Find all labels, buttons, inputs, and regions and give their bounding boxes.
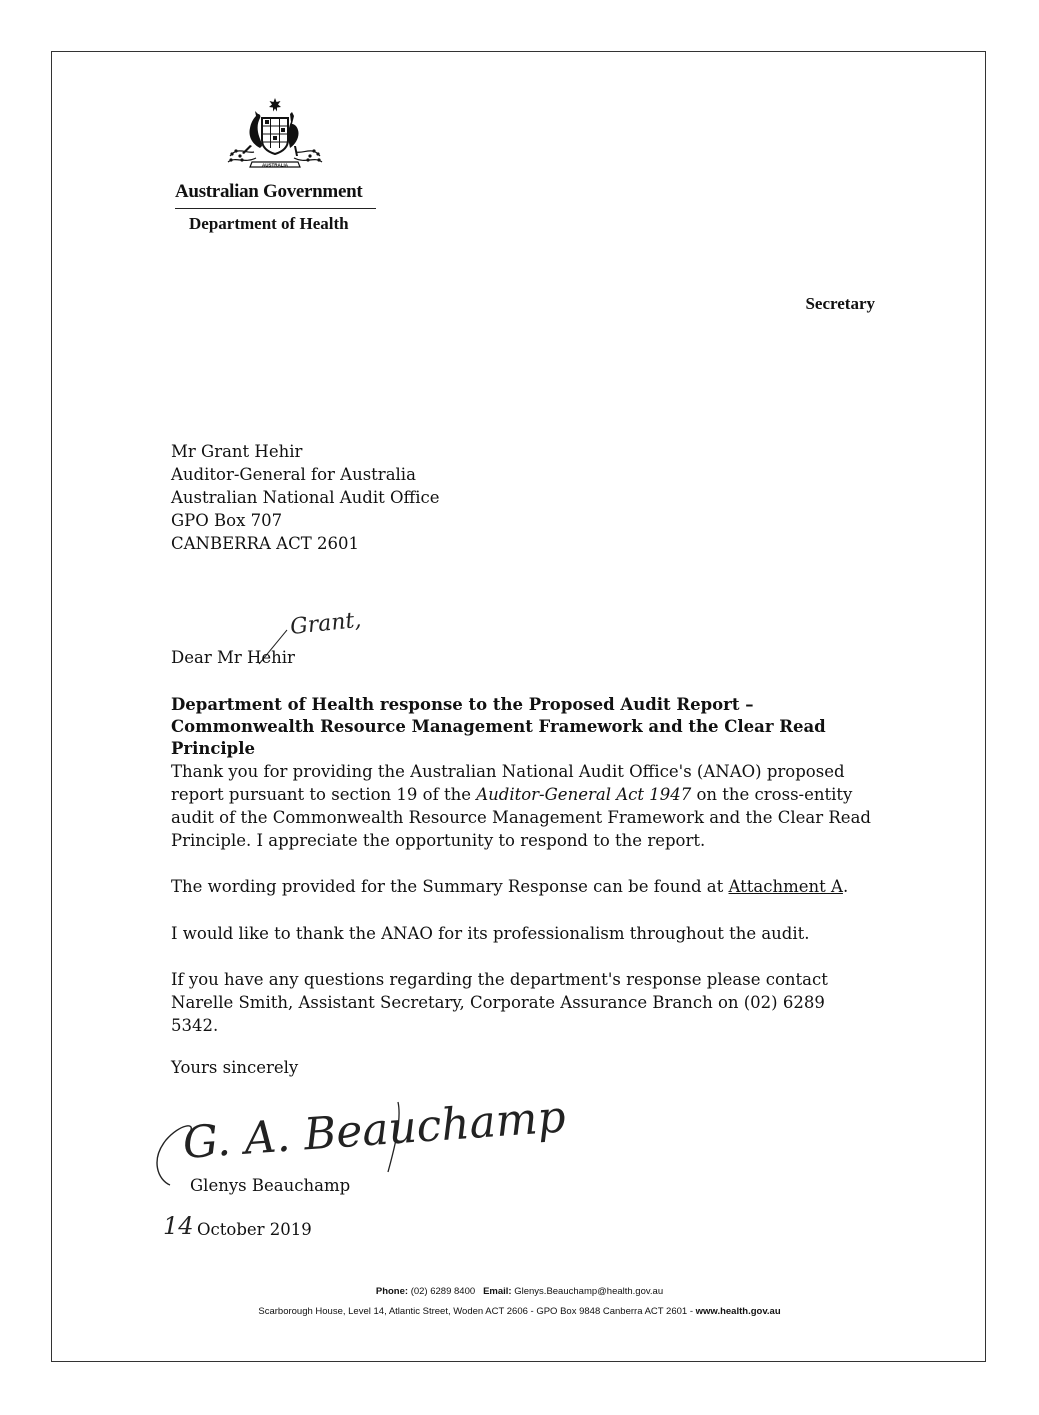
email-label: Email: bbox=[483, 1286, 512, 1297]
svg-text:AUSTRALIA: AUSTRALIA bbox=[262, 162, 288, 168]
body-text: on the cross-entity audit of the Commonwealth Resource Management Framework and the Clear Read Principle. I appreciate the opportunity to respond to the report. bbox=[171, 785, 871, 850]
salutation bbox=[171, 648, 295, 667]
svg-text:Grant,: Grant, bbox=[289, 607, 363, 640]
act-title: Auditor-General Act 1947 bbox=[476, 785, 692, 804]
body-paragraph-3: I would like to thank the ANAO for its professionalism throughout the audit. bbox=[171, 924, 810, 943]
signatory-name: Glenys Beauchamp bbox=[190, 1176, 351, 1195]
recipient-line: Auditor-General for Australia bbox=[171, 465, 416, 484]
phone-label: Phone: bbox=[375, 1286, 409, 1297]
sender-role: Secretary bbox=[805, 294, 875, 313]
letter-date bbox=[163, 1212, 312, 1240]
email-address: Glenys.Beauchamp@health.gov.au bbox=[514, 1286, 664, 1297]
attachment-reference: Attachment A bbox=[728, 877, 843, 896]
footer-contact bbox=[0, 1286, 1039, 1297]
closing: Yours sincerely bbox=[171, 1058, 299, 1077]
body-paragraph-1 bbox=[171, 760, 871, 852]
letter-subject: Department of Health response to the Proposed Audit Report – Commonwealth Resource Management Framework and the Clear Read Principle bbox=[171, 695, 826, 758]
svg-text:G. A. Beauchamp: G. A. Beauchamp bbox=[181, 1091, 568, 1169]
body-paragraph-4: If you have any questions regarding the department's response please contact Narelle Smith, Assistant Secretary, Corporate Assurance Branch on (02) 6289 5342. bbox=[171, 970, 828, 1035]
department-name: Department of Health bbox=[189, 214, 349, 233]
commonwealth-coat-of-arms-icon bbox=[222, 96, 328, 178]
body-paragraph-2 bbox=[171, 875, 871, 898]
recipient-line: Australian National Audit Office bbox=[171, 488, 440, 507]
body-text: Thank you for providing the Australian National Audit Office's (ANAO) proposed report pursuant to section 19 of the bbox=[171, 762, 845, 804]
recipient-address bbox=[171, 440, 440, 555]
recipient-line: Mr Grant Hehir bbox=[171, 442, 303, 461]
salutation-name: Hehir bbox=[247, 648, 295, 667]
agency-name: Australian Government bbox=[175, 181, 363, 202]
website: www.health.gov.au bbox=[695, 1306, 781, 1317]
phone-number: (02) 6289 8400 bbox=[410, 1286, 476, 1297]
letterhead-divider bbox=[175, 208, 376, 209]
handwritten-day: 14 bbox=[163, 1212, 194, 1240]
recipient-line: GPO Box 707 bbox=[171, 511, 283, 530]
postal-address: Scarborough House, Level 14, Atlantic Street, Woden ACT 2606 - GPO Box 9848 Canberra ACT 2601 - bbox=[258, 1306, 696, 1317]
date-month-year: October 2019 bbox=[197, 1220, 312, 1239]
body-text: The wording provided for the Summary Response can be found at bbox=[171, 877, 729, 896]
recipient-line: CANBERRA ACT 2601 bbox=[171, 534, 359, 553]
salutation-prefix: Dear Mr bbox=[171, 648, 242, 667]
body-text: . bbox=[842, 877, 849, 896]
footer-address bbox=[0, 1306, 1039, 1317]
